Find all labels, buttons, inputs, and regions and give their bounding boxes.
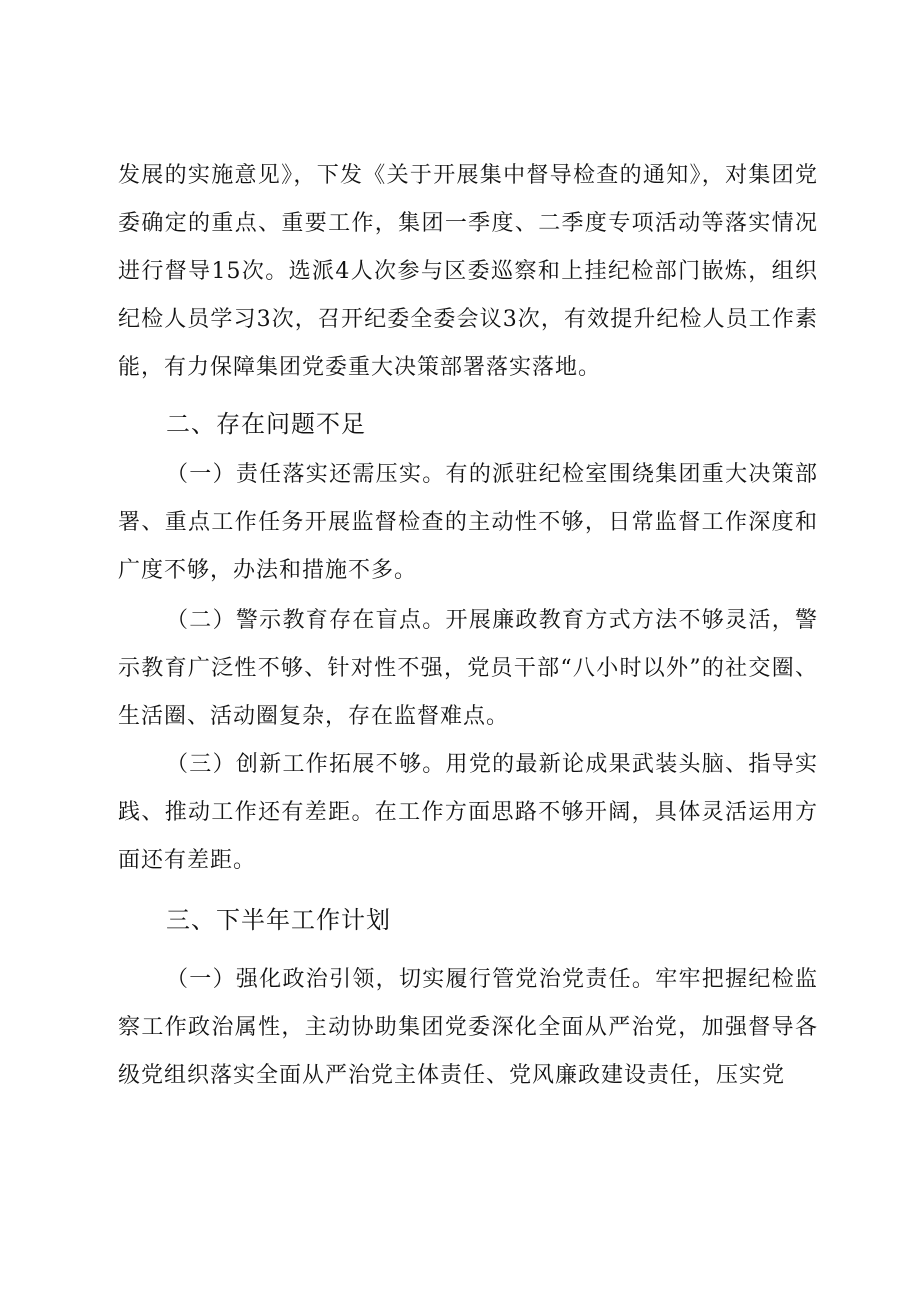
section-2-heading: 二、存在问题不足 [166, 410, 366, 438]
section-3-paragraph-1: （一）强化政治引领，切实履行管党治党责任。牢牢把握纪检监察工作政治属性，主动协助集团党委深化全面从严治党，加强督导各级党组织落实全面从严治党主体责任、党风廉政建设责任，压实党 [118, 967, 818, 1088]
intro-paragraph: 发展的实施意见》，下发《关于开展集中督导检查的通知》，对集团党委确定的重点、重要工作，集团一季度、二季度专项活动等落实情况进行督导15次。选派4人次参与区委巡察和上挂纪检部门嵌炼，组织纪检人员学习3次，召开纪委全委会议3次，有效提升纪检人员工作素能，有力保障集团党委重大决策部署落实落地。 [118, 163, 818, 380]
section-2-paragraph-2: （二）警示教育存在盲点。开展廉政教育方式方法不够灵活，警示教育广泛性不够、针对性不强，党员干部“八小时以外”的社交圈、生活圈、活动圈复杂，存在监督难点。 [118, 608, 818, 729]
section-2-paragraph-1: （一）责任落实还需压实。有的派驻纪检室围绕集团重大决策部署、重点工作任务开展监督检查的主动性不够，日常监督工作深度和广度不够，办法和措施不多。 [118, 462, 818, 583]
section-2-paragraph-3: （三）创新工作拓展不够。用党的最新论成果武装头脑、指导实践、推动工作还有差距。在工作方面思路不够开阔，具体灵活运用方面还有差距。 [118, 752, 818, 873]
section-3-heading: 三、下半年工作计划 [166, 906, 391, 934]
